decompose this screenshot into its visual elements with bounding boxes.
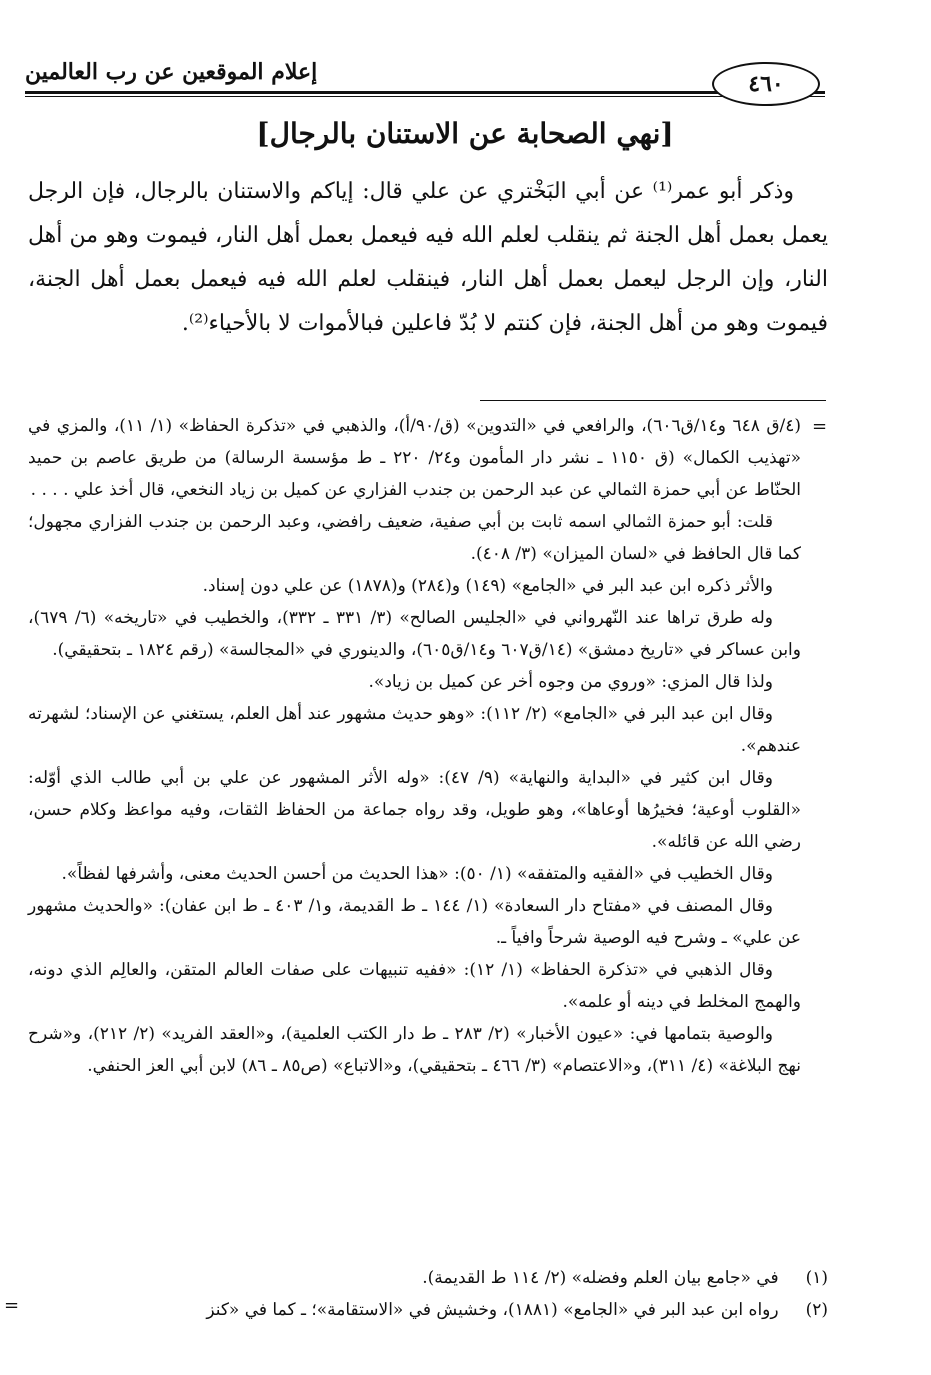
note-paragraph: (٤/ق ٦٤٨ و١٤/ق٦٠٦)، والرافعي في «التدوين» (ق/٩٠/أ)، والذهبي في «تذكرة الحفاظ» (١/ ١١)، والمزي في «تهذيب الكمال» (ق ١١٥٠ ـ نشر دار المأمون و٢٤/ ٢٢٠ ـ ط مؤسسة الرسالة) من طريق عاصم بن حميد الحنّاط عن أبي حمزة الثمالي عن عبد الرحمن بن جندب الفزاري عن كميل بن زياد النخعي، قال أخذ علي . . . . [28,416,802,500]
note-paragraph: ولذا قال المزي: «وروي من وجوه أخر عن كميل بن زياد». [368,672,773,692]
main-body-text [28,170,828,346]
footnote-number: (١) [805,1268,828,1288]
footnote-number: (٢) [805,1300,828,1320]
note-paragraph: وله طرق تراها عند النّهرواني في «الجليس الصالح» (٣/ ٣٣١ ـ ٣٣٢)، والخطيب في «تاريخه» (٦/ ٦٧٩)، وابن عساكر في «تاريخ دمشق» (١٤/ق٦٠٧ و١٤/ق٦٠٥)، والدينوري في «المجالسة» (رقم ١٨٢٤ ـ بتحقيقي). [28,608,801,660]
footnote-1 [28,1262,828,1294]
running-header-book-title: إعلام الموقعين عن رب العالمين [25,59,318,85]
note-paragraph: وقال ابن كثير في «البداية والنهاية» (٩/ ٤٧): «وله الأثر المشهور عن علي بن أبي طالب الذي أوّله: «القلوب أوعية؛ فخيرُها أوعاها»، وهو طويل، وقد رواه جماعة من الحفاظ الثقات، وفيه مواعظ وكلام حسن، رضي الله عن قائله». [28,768,801,852]
footnote-text: في «جامع بيان العلم وفضله» (٢/ ١١٤ ط القديمة). [422,1268,779,1288]
note-paragraph: وقال ابن عبد البر في «الجامع» (٢/ ١١٢): «وهو حديث مشهور عند أهل العلم، يستغني عن الإسناد؛ لشهرته عندهم». [28,704,801,756]
header-rule-thin [25,96,825,97]
continued-on-next-marker: = [4,1295,20,1316]
main-paragraph: وذكر أبو عمر⁽¹⁾ عن أبي البَخْتري عن علي قال: إياكم والاستنان بالرجال، فإن الرجل يعمل بعمل أهل الجنة ثم ينقلب لعلم الله فيه فيعمل بعمل أهل النار، فيموت وهو من أهل النار، وإن الرجل ليعمل بعمل أهل النار، فينقلب لعلم الله فيه فيعمل بعمل أهل الجنة، فيموت وهو من أهل الجنة، فإن كنتم لا بُدّ فاعلين فبالأموات لا بالأحياء⁽²⁾. [28,179,828,336]
continued-from-previous-marker: = [812,416,828,437]
footnote-continuation-block [28,410,801,1082]
section-title: [نهي الصحابة عن الاستنان بالرجال] [256,117,674,150]
note-paragraph: وقال المصنف في «مفتاح دار السعادة» (١/ ١٤٤ ـ ط القديمة، و١/ ٤٠٣ ـ ط ابن عفان): «والحديث مشهور عن علي» ـ وشرح فيه الوصية شرحاً وافياً ـ. [28,896,801,948]
note-paragraph: وقال الذهبي في «تذكرة الحفاظ» (١/ ١٢): «ففيه تنبيهات على صفات العالم المتقن، والعالِم الذي دونه، والهمج المخلط في دينه أو علمه». [28,960,801,1012]
footnote-text: رواه ابن عبد البر في «الجامع» (١٨٨١)، وخشيش في «الاستقامة»؛ ـ كما في «كنز [206,1300,779,1320]
note-paragraph: والأثر ذكره ابن عبد البر في «الجامع» (١٤٩) و(٢٨٤) و(١٨٧٨) عن علي دون إسناد. [202,576,773,596]
note-paragraph: والوصية بتمامها في: «عيون الأخبار» (٢/ ٢٨٣ ـ ط دار الكتب العلمية)، و«العقد الفريد» (٢/ ٢١٢)، و«شرح نهج البلاغة» (٤/ ٣١١)، و«الاعتصام» (٣/ ٤٦٦ ـ بتحقيقي)، و«الاتباع» (ص٨٥ ـ ٨٦) لابن أبي العز الحنفي. [28,1024,801,1076]
footnote-separator-rule [480,400,826,401]
footnote-2 [28,1294,828,1326]
note-paragraph: قلت: أبو حمزة الثمالي اسمه ثابت بن أبي صفية، ضعيف رافضي، وعبد الرحمن بن جندب الفزاري مجهول؛ كما قال الحافظ في «لسان الميزان» (٣/ ٤٠٨). [28,512,801,564]
note-paragraph: وقال الخطيب في «الفقيه والمتفقه» (١/ ٥٠): «هذا الحديث من أحسن الحديث معنى، وأشرفها لفظاً». [61,864,773,884]
header-rule-thick [25,91,825,94]
page-number: ٤٦٠ [712,62,820,106]
